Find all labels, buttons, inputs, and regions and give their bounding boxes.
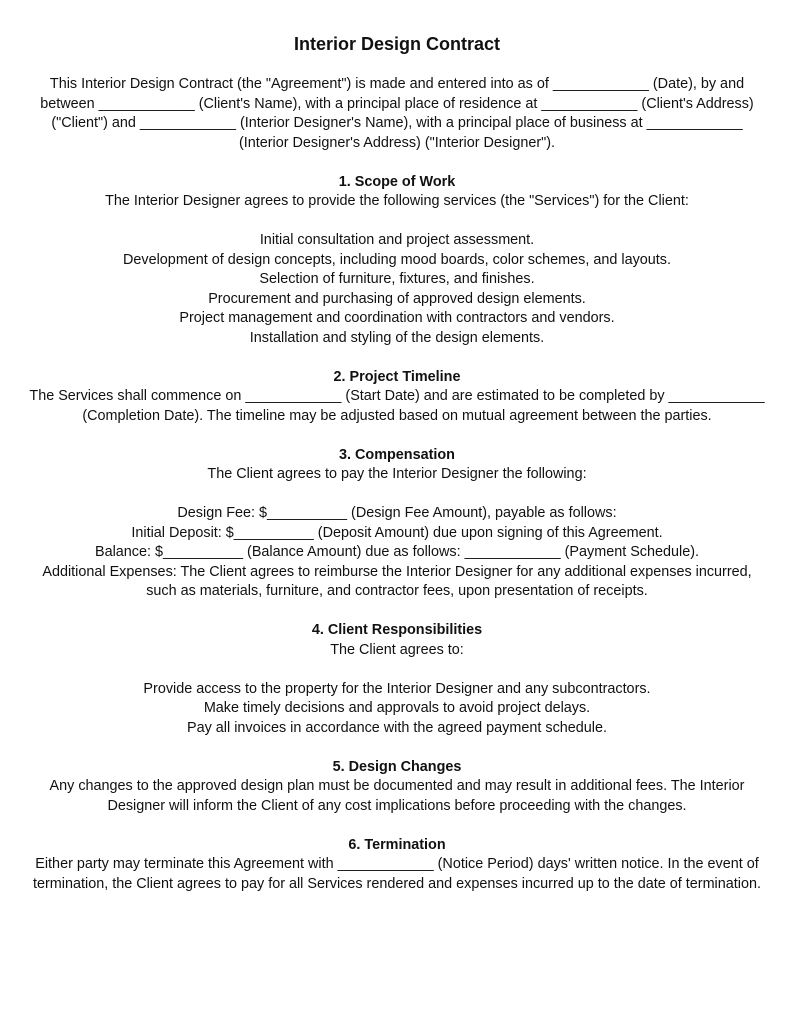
list-item: Design Fee: $__________ (Design Fee Amount), payable as follows:: [177, 505, 617, 521]
section-heading: 3. Compensation: [339, 446, 455, 463]
list-item: Installation and styling of the design elements.: [249, 329, 545, 346]
services-list: [28, 231, 766, 348]
section-termination: [28, 836, 766, 895]
list-item: Provide access to the property for the Interior Designer and any subcontractors.: [143, 680, 651, 697]
list-item: Balance: $__________ (Balance Amount) due as follows: ____________ (Payment Schedule).: [94, 544, 700, 560]
list-item: Pay all invoices in accordance with the agreed payment schedule.: [187, 719, 607, 736]
list-item: Project management and coordination with contractors and vendors.: [179, 310, 615, 326]
section-text: The Client agrees to pay the Interior Designer the following:: [207, 466, 587, 482]
section-text: The Interior Designer agrees to provide the following services (the "Services") for the Client:: [105, 193, 689, 209]
section-project-timeline: [28, 368, 766, 427]
section-text: Any changes to the approved design plan must be documented and may result in additional fees. The Interior Designer will inform the Client of any cost implications before proceeding with the changes.: [49, 778, 745, 814]
list-item: Selection of furniture, fixtures, and finishes.: [259, 271, 535, 287]
section-text: The Client agrees to:: [330, 641, 464, 658]
section-compensation: [28, 446, 766, 602]
section-heading: 4. Client Responsibilities: [311, 622, 483, 638]
responsibilities-list: [28, 680, 766, 739]
document-title: Interior Design Contract: [293, 34, 501, 54]
list-item: Additional Expenses: The Client agrees to reimburse the Interior Designer for any additional expenses incurred, such as materials, furniture, and contractor fees, upon presentation of receipts.: [42, 563, 752, 599]
section-scope-of-work: [28, 173, 766, 349]
list-item: Procurement and purchasing of approved design elements.: [208, 290, 586, 307]
section-text: Either party may terminate this Agreement with ____________ (Notice Period) days' written notice. In the event of termination, the Client agrees to pay for all Services rendered and expenses incurred up to the date of termination.: [33, 856, 761, 892]
list-item: Initial Deposit: $__________ (Deposit Amount) due upon signing of this Agreement.: [131, 524, 663, 541]
list-item: Make timely decisions and approvals to avoid project delays.: [203, 700, 591, 716]
section-heading: 2. Project Timeline: [333, 368, 461, 385]
section-heading: 6. Termination: [348, 836, 446, 853]
list-item: Initial consultation and project assessment.: [259, 232, 535, 248]
section-heading: 5. Design Changes: [332, 758, 462, 775]
list-item: Development of design concepts, including mood boards, color schemes, and layouts.: [123, 251, 671, 268]
intro-paragraph: This Interior Design Contract (the "Agreement") is made and entered into as of ____________ (Date), by and between ____________ (Client's Name), with a principal place of residence at ____________ (Client's Address) ("Client") and ____________ (Interior Designer's Name), with a principal place of business at ____________ (Interior Designer's Address) ("Interior Designer").: [40, 76, 754, 151]
section-client-responsibilities: [28, 621, 766, 738]
compensation-list: [28, 504, 766, 602]
section-text: The Services shall commence on ____________ (Start Date) and are estimated to be completed by ____________ (Completion Date). The timeline may be adjusted based on mutual agreement between the parties.: [29, 388, 765, 424]
section-heading: 1. Scope of Work: [338, 173, 456, 190]
section-design-changes: [28, 758, 766, 817]
